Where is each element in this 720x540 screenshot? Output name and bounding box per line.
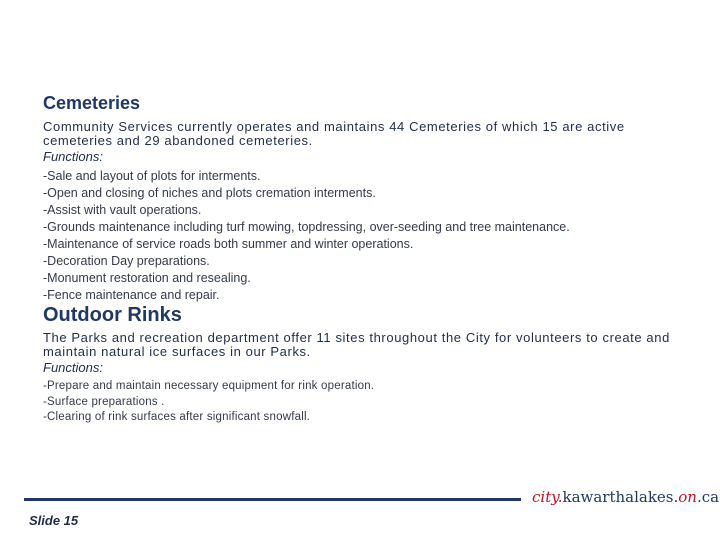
slide-number: Slide 15 [29, 513, 79, 528]
list-item: -Monument restoration and resealing. [43, 271, 251, 285]
outdoor-rinks-heading: Outdoor Rinks [43, 304, 182, 326]
list-item: -Surface preparations . [43, 395, 165, 408]
cemeteries-section [43, 92, 693, 304]
list-item: -Sale and layout of plots for interments. [43, 169, 261, 183]
brand-suffix: .ca [696, 488, 720, 506]
outdoor-rinks-intro: The Parks and recreation department offer 11 sites throughout the City for volunteers to create and maintain natural ice surfaces in our Parks. [43, 330, 670, 359]
cemeteries-functions-label: Functions: [43, 149, 103, 164]
list-item: -Prepare and maintain necessary equipment for rink operation. [43, 380, 375, 392]
list-item: -Assist with vault operations. [43, 203, 202, 217]
brand-logo-text [532, 488, 719, 506]
outdoor-rinks-section [43, 303, 693, 426]
list-item: -Decoration Day preparations. [43, 254, 210, 268]
list-item: -Clearing of rink surfaces after significant snowfall. [43, 411, 311, 423]
outdoor-rinks-functions-label: Functions: [43, 360, 103, 375]
list-item: -Maintenance of service roads both summer and winter operations. [43, 237, 414, 251]
brand-on: on [678, 488, 697, 506]
list-item: -Fence maintenance and repair. [43, 288, 220, 302]
cemeteries-intro: Community Services currently operates and maintains 44 Cemeteries of which 15 are active cemeteries and 29 abandoned cemeteries. [43, 119, 625, 148]
brand-prefix: city. [532, 488, 563, 506]
cemeteries-functions-list [43, 168, 693, 304]
list-item: -Grounds maintenance including turf mowing, topdressing, over-seeding and tree maintenance. [43, 220, 570, 234]
cemeteries-heading: Cemeteries [43, 93, 141, 113]
brand-middle: kawarthalakes. [562, 488, 679, 506]
outdoor-rinks-functions-list [43, 379, 693, 426]
list-item: -Open and closing of niches and plots cremation interments. [43, 186, 376, 200]
footer-divider [24, 498, 521, 501]
